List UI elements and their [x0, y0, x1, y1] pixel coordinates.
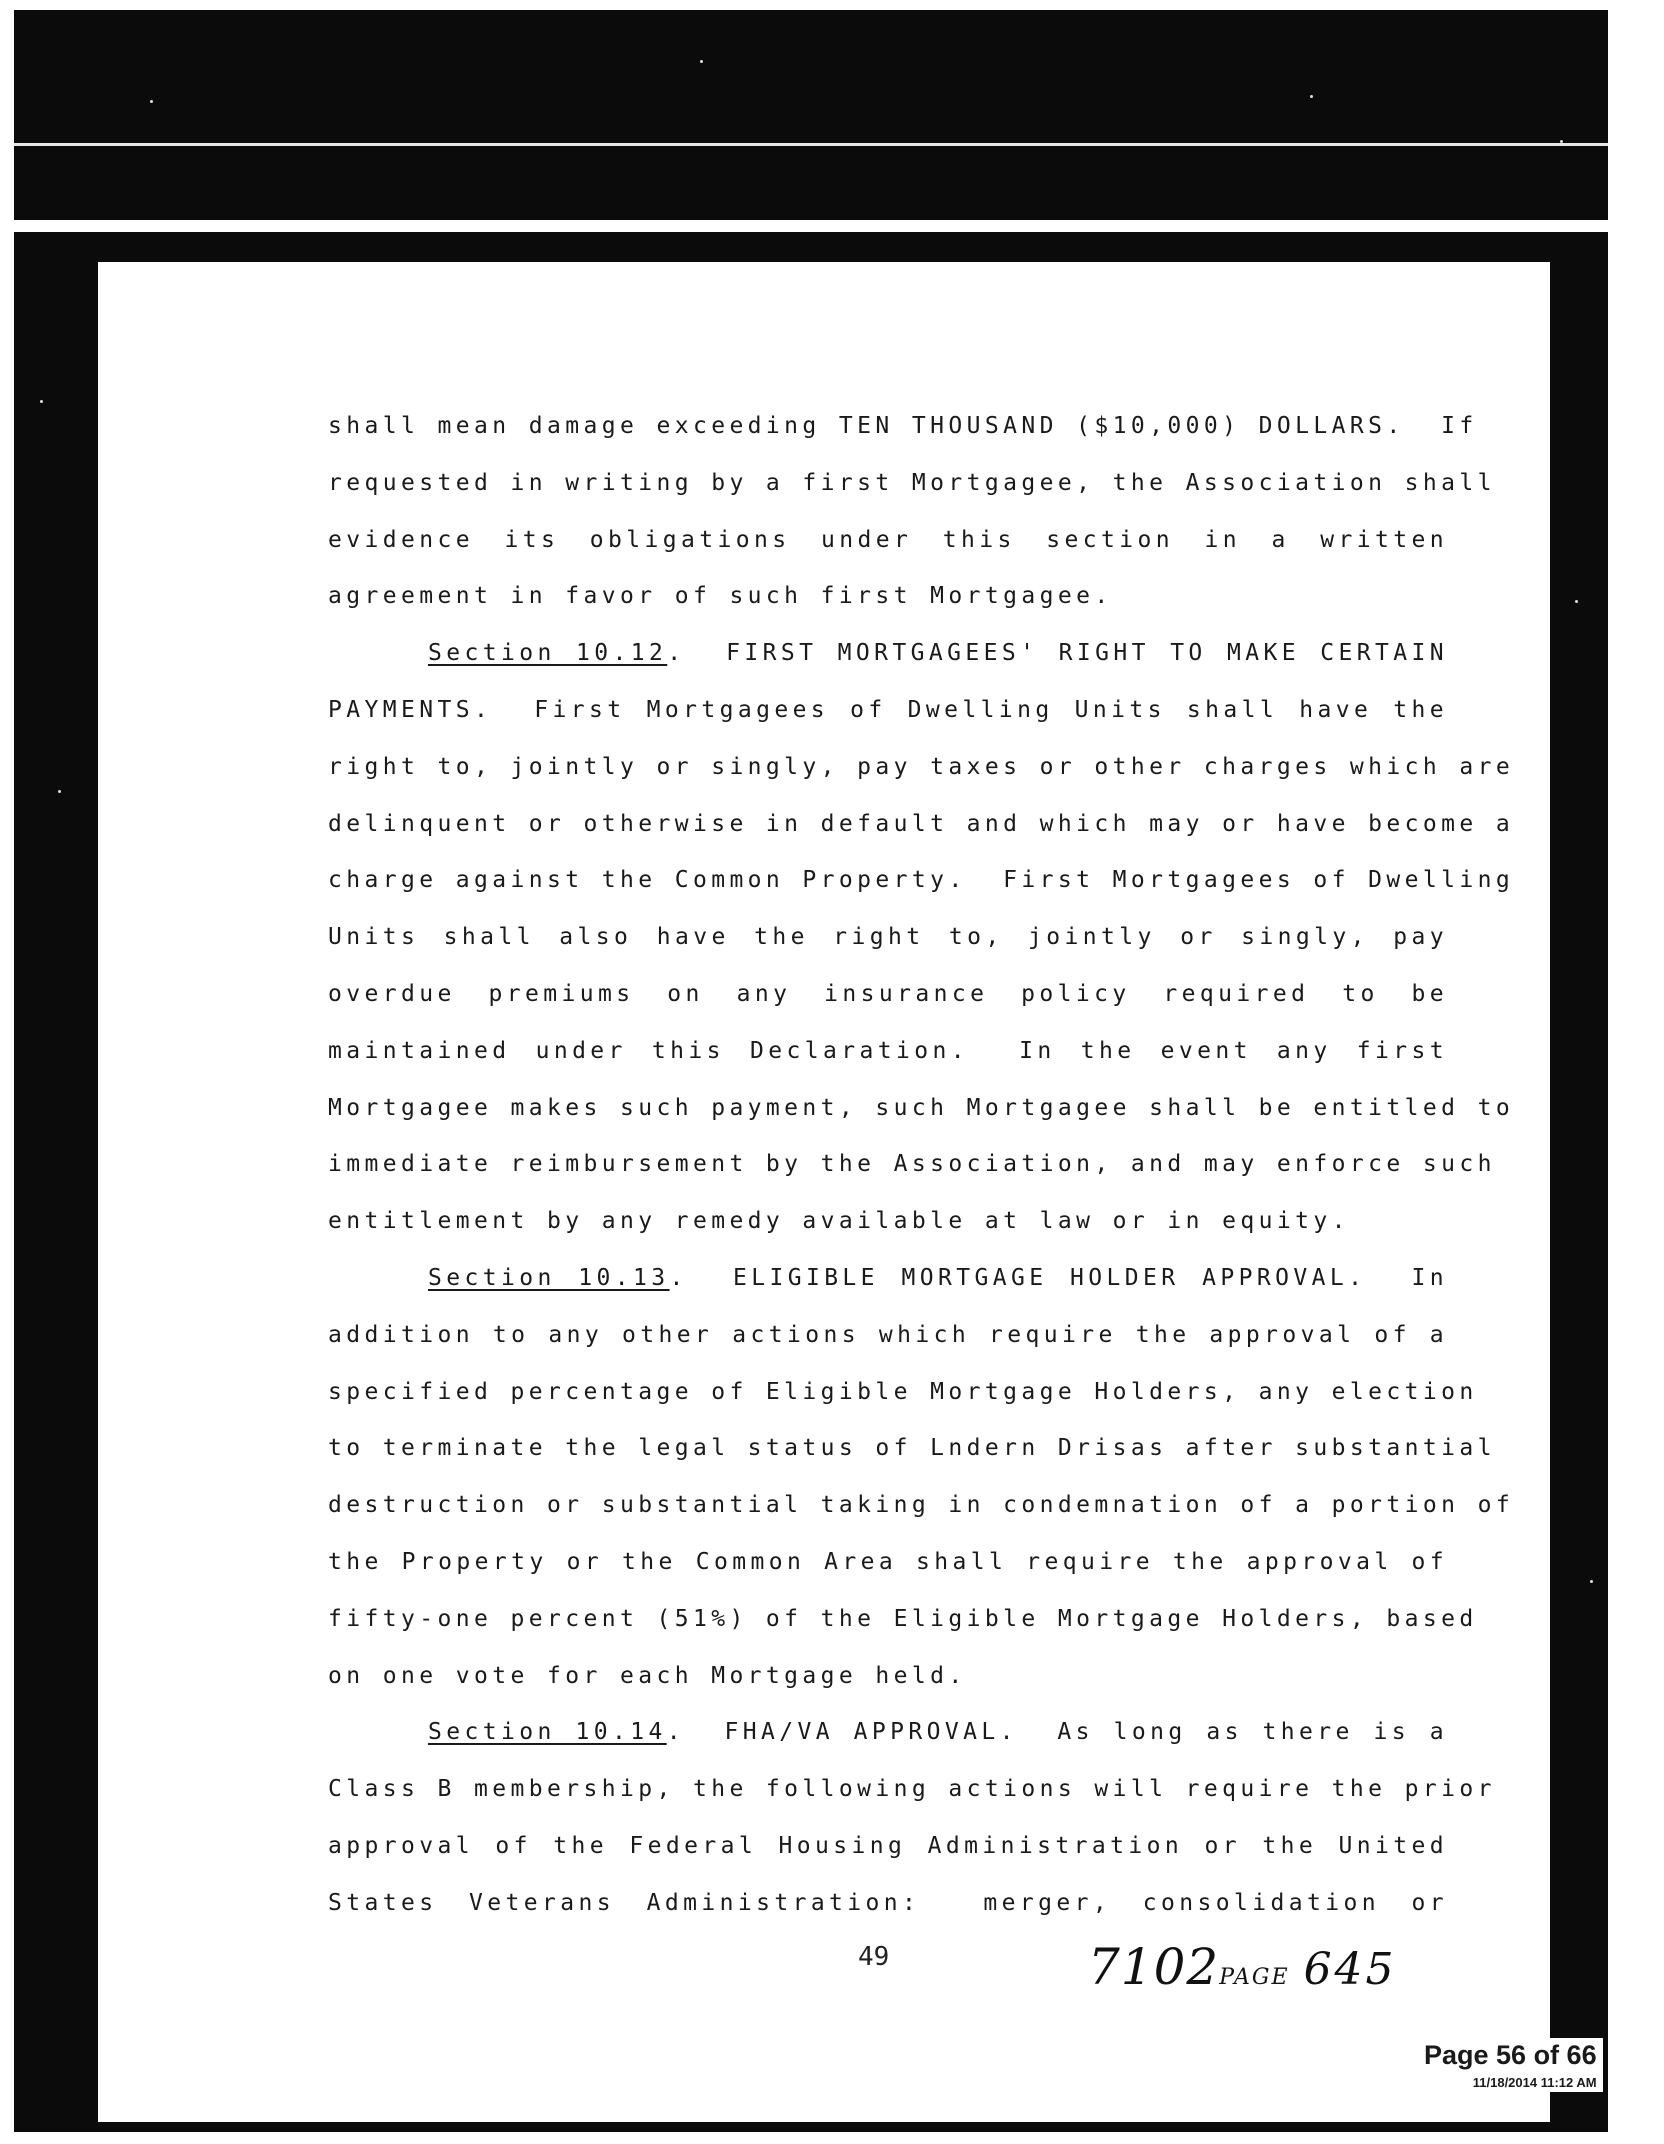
section-10-12-heading: Section 10.12. FIRST MORTGAGEES' RIGHT TO MAKE CERTAIN: [428, 640, 1448, 667]
body-line: the Property or the Common Area shall require the approval of: [328, 1548, 1448, 1575]
scan-speck: [1560, 140, 1563, 143]
section-number: Section 10.12: [428, 640, 668, 667]
body-line: approval of the Federal Housing Administration or the United: [328, 1832, 1448, 1859]
body-line: fifty-one percent (51%) of the Eligible Mortgage Holders, based: [328, 1605, 1478, 1632]
body-line: specified percentage of Eligible Mortgage Holders, any election: [328, 1378, 1478, 1405]
stamp-page-count: Page 56 of 66: [1424, 2040, 1597, 2070]
page-label: PAGE: [1219, 1965, 1290, 1990]
body-line: charge against the Common Property. First Mortgagees of Dwelling: [328, 867, 1515, 894]
book-page-reference: [1088, 1938, 1397, 1996]
book-page-number: 645: [1303, 1944, 1397, 1995]
body-line: immediate reimbursement by the Association, and may enforce such: [328, 1151, 1496, 1178]
body-line: agreement in favor of such first Mortgagee.: [328, 583, 1113, 610]
section-10-13-heading: Section 10.13. ELIGIBLE MORTGAGE HOLDER APPROVAL. In: [428, 1264, 1448, 1291]
scan-divider-line: [14, 143, 1608, 146]
body-line: States Veterans Administration: merger, consolidation or: [328, 1889, 1448, 1916]
scan-speck: [150, 100, 153, 103]
body-line: to terminate the legal status of Lndern Drisas after substantial: [328, 1435, 1496, 1462]
body-line: evidence its obligations under this section in a written: [328, 526, 1448, 553]
body-line: Units shall also have the right to, jointly or singly, pay: [328, 924, 1448, 951]
body-line: shall mean damage exceeding TEN THOUSAND ($10,000) DOLLARS. If: [328, 413, 1478, 439]
section-number: Section 10.14: [428, 1719, 667, 1746]
page-number: 49: [858, 1942, 890, 1972]
body-line: on one vote for each Mortgage held.: [328, 1662, 967, 1689]
body-line: addition to any other actions which require the approval of a: [328, 1321, 1448, 1348]
body-line: maintained under this Declaration. In the event any first: [328, 1037, 1448, 1064]
viewer-stamp: [1418, 2038, 1603, 2092]
body-line: requested in writing by a first Mortgagee, the Association shall: [328, 469, 1496, 496]
body-line: Mortgagee makes such payment, such Mortgagee shall be entitled to: [328, 1094, 1515, 1121]
scan-speck: [40, 400, 43, 403]
body-line: overdue premiums on any insurance policy required to be: [328, 980, 1448, 1007]
body-line: right to, jointly or singly, pay taxes or other charges which are: [328, 753, 1515, 780]
scan-speck: [1590, 1580, 1593, 1583]
body-line: entitlement by any remedy available at law or in equity.: [328, 1208, 1350, 1235]
body-line: destruction or substantial taking in condemnation of a portion of: [328, 1492, 1515, 1519]
scan-speck: [1310, 95, 1313, 98]
book-number: 7102: [1088, 1938, 1220, 1996]
scan-speck: [58, 790, 61, 793]
scan-speck: [1575, 600, 1578, 603]
stamp-datetime: 11/18/2014 11:12 AM: [1472, 2075, 1597, 2090]
body-line: delinquent or otherwise in default and which may or have become a: [328, 810, 1515, 837]
document-body: [328, 398, 1515, 1932]
body-line: Class B membership, the following actions will require the prior: [328, 1776, 1496, 1803]
scan-speck: [700, 60, 703, 63]
section-10-14-heading: Section 10.14. FHA/VA APPROVAL. As long as there is a: [428, 1719, 1449, 1746]
section-number: Section 10.13: [428, 1264, 670, 1291]
scan-top-band: [14, 10, 1608, 220]
body-line: PAYMENTS. First Mortgagees of Dwelling Units shall have the: [328, 696, 1448, 723]
